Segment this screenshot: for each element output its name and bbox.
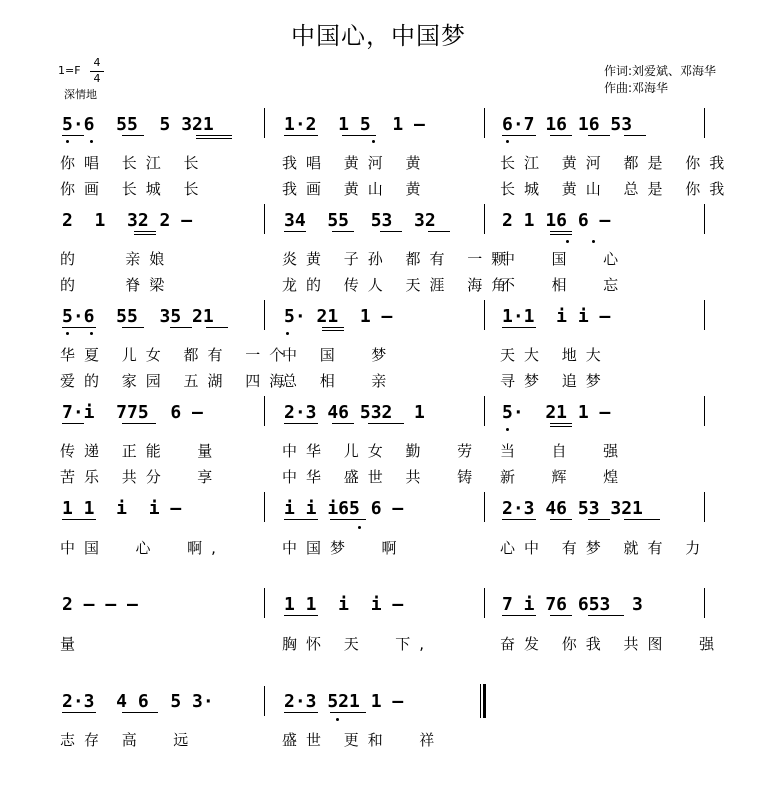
bar-line (264, 204, 265, 234)
beam (550, 519, 572, 520)
lyric-line: 盛世 更和 祥 (282, 731, 444, 749)
lyric-line: 爱的 家园 五湖 四海 (60, 372, 294, 390)
beam (196, 138, 232, 139)
octave-dot (286, 332, 289, 335)
beam (122, 327, 144, 328)
bar-line (704, 108, 705, 138)
beam (502, 135, 536, 136)
octave-dot (90, 332, 93, 335)
octave-dot (506, 140, 509, 143)
lyric-line: 中 国 梦 (282, 346, 396, 364)
lyric-line: 龙的 传人 天涯 海角 (282, 276, 516, 294)
bar-line (264, 588, 265, 618)
beam (284, 615, 318, 616)
bar-line (264, 300, 265, 330)
lyric-line: 的 亲娘 (60, 250, 174, 268)
beam (62, 519, 96, 520)
composer-credit: 作曲:邓海华 (604, 81, 669, 95)
beam (332, 423, 354, 424)
expression-mark: 深情地 (64, 88, 97, 101)
lyric-line: 你画 长城 长 (60, 180, 208, 198)
beam (284, 135, 318, 136)
beam (134, 234, 156, 235)
beam (368, 423, 404, 424)
bar-line (704, 300, 705, 330)
lyric-line: 的 脊梁 (60, 276, 174, 294)
lyric-line: 天大 地大 (500, 346, 610, 364)
octave-dot (372, 140, 375, 143)
measure: 7 i 76 653 3 (502, 594, 643, 615)
measure: 6·7 16 16 53 (502, 114, 633, 135)
beam (342, 135, 376, 136)
bar-line (264, 396, 265, 426)
measure: 1·1 i i – (502, 306, 611, 327)
beam (588, 135, 610, 136)
measure: 5· 21 1 – (284, 306, 393, 327)
lyric-line: 我唱 黄河 黄 (282, 154, 430, 172)
lyric-line: 新 辉 煌 (500, 468, 628, 486)
beam (502, 615, 536, 616)
lyric-line: 传递 正能 量 (60, 442, 222, 460)
bar-line (704, 204, 705, 234)
octave-dot (566, 240, 569, 243)
lyric-line: 奋发 你我 共图 强 (500, 635, 724, 653)
bar-line (484, 588, 485, 618)
beam (206, 327, 228, 328)
beam (550, 231, 572, 232)
octave-dot (66, 140, 69, 143)
bar-line (484, 396, 485, 426)
beam (550, 234, 572, 235)
beam (550, 426, 572, 427)
beam (550, 135, 572, 136)
lyric-line: 你唱 长江 长 (60, 154, 208, 172)
beam (330, 712, 366, 713)
beam (588, 615, 624, 616)
measure: 2·3 46 532 1 (284, 402, 425, 423)
beam (624, 519, 660, 520)
measure: 2 1 16 6 – (502, 210, 611, 231)
beam (322, 327, 344, 328)
bar-line (704, 396, 705, 426)
lyric-line: 长城 黄山 总是 你我 (500, 180, 734, 198)
beam (550, 615, 572, 616)
bar-line (484, 204, 485, 234)
lyric-line: 中华 儿女 勤 劳 (282, 442, 482, 460)
beam (284, 712, 318, 713)
bar-line (264, 492, 265, 522)
beam (284, 519, 318, 520)
measure: 2·3 46 53 321 (502, 498, 643, 519)
beam (322, 330, 344, 331)
measure: 5· 21 1 – (502, 402, 611, 423)
bar-line (704, 492, 705, 522)
beam (62, 712, 96, 713)
measure: 7·i 775 6 – (62, 402, 203, 423)
lyric-line: 当 自 强 (500, 442, 628, 460)
measure: 1·2 1 5 1 – (284, 114, 425, 135)
beam (550, 423, 572, 424)
lyric-line: 华夏 儿女 都有 一个 (60, 346, 294, 364)
beam (428, 231, 450, 232)
final-bar-line (480, 684, 481, 718)
beam (170, 327, 192, 328)
beam (624, 135, 646, 136)
beam (134, 231, 156, 232)
measure: 1 1 i i – (284, 594, 404, 615)
beam (502, 327, 536, 328)
beam (284, 423, 318, 424)
octave-dot (506, 428, 509, 431)
time-signature-bottom: 4 (93, 72, 101, 85)
bar-line (484, 108, 485, 138)
bar-line (484, 492, 485, 522)
lyric-line: 炎黄 子孙 都有 一颗 (282, 250, 516, 268)
lyric-line: 量 (60, 635, 85, 653)
bar-line (264, 686, 265, 716)
beam (330, 519, 366, 520)
measure: 5·6 55 35 21 (62, 306, 214, 327)
lyric-line: 志存 高 远 (60, 731, 198, 749)
beam (196, 135, 232, 136)
octave-dot (358, 526, 361, 529)
measure: 2 1 32 2 – (62, 210, 193, 231)
beam (62, 135, 84, 136)
octave-dot (336, 718, 339, 721)
final-bar-thick-line (483, 684, 486, 718)
octave-dot (90, 140, 93, 143)
lyric-line: 中国 心 啊, (60, 539, 225, 557)
beam (380, 231, 402, 232)
lyric-line: 中 国 心 (500, 250, 628, 268)
bar-line (704, 588, 705, 618)
measure: 2·3 4 6 5 3· (62, 691, 214, 712)
lyricist-credit: 作词:刘爱斌、邓海华 (604, 64, 717, 78)
beam (62, 327, 96, 328)
bar-line (264, 108, 265, 138)
measure: i i i65 6 – (284, 498, 404, 519)
measure: 2·3 521 1 – (284, 691, 404, 712)
beam (588, 519, 610, 520)
lyric-line: 中国梦 啊 (282, 539, 406, 557)
measure: 1 1 i i – (62, 498, 182, 519)
lyric-line: 心中 有梦 就有 力 (500, 539, 710, 557)
measure: 5·6 55 5 321 (62, 114, 214, 135)
beam (62, 423, 84, 424)
lyric-line: 寻梦 追梦 (500, 372, 610, 390)
bar-line (484, 300, 485, 330)
lyric-line: 中华 盛世 共 铸 (282, 468, 482, 486)
lyric-line: 胸怀 天 下, (282, 635, 434, 653)
beam (122, 135, 144, 136)
beam (284, 231, 306, 232)
octave-dot (66, 332, 69, 335)
measure: 34 55 53 32 (284, 210, 436, 231)
lyric-line: 我画 黄山 黄 (282, 180, 430, 198)
lyric-line: 总 相 亲 (282, 372, 396, 390)
beam (332, 231, 354, 232)
lyric-line: 不 相 忘 (500, 276, 628, 294)
lyric-line: 苦乐 共分 享 (60, 468, 222, 486)
key-signature: 1=F (58, 64, 81, 77)
beam (122, 712, 158, 713)
lyric-line: 长江 黄河 都是 你我 (500, 154, 734, 172)
song-title: 中国心，中国梦 (291, 22, 466, 50)
beam (502, 519, 536, 520)
octave-dot (592, 240, 595, 243)
beam (122, 423, 156, 424)
time-signature-top: 4 (93, 56, 101, 69)
measure: 2 – – – (62, 594, 138, 615)
